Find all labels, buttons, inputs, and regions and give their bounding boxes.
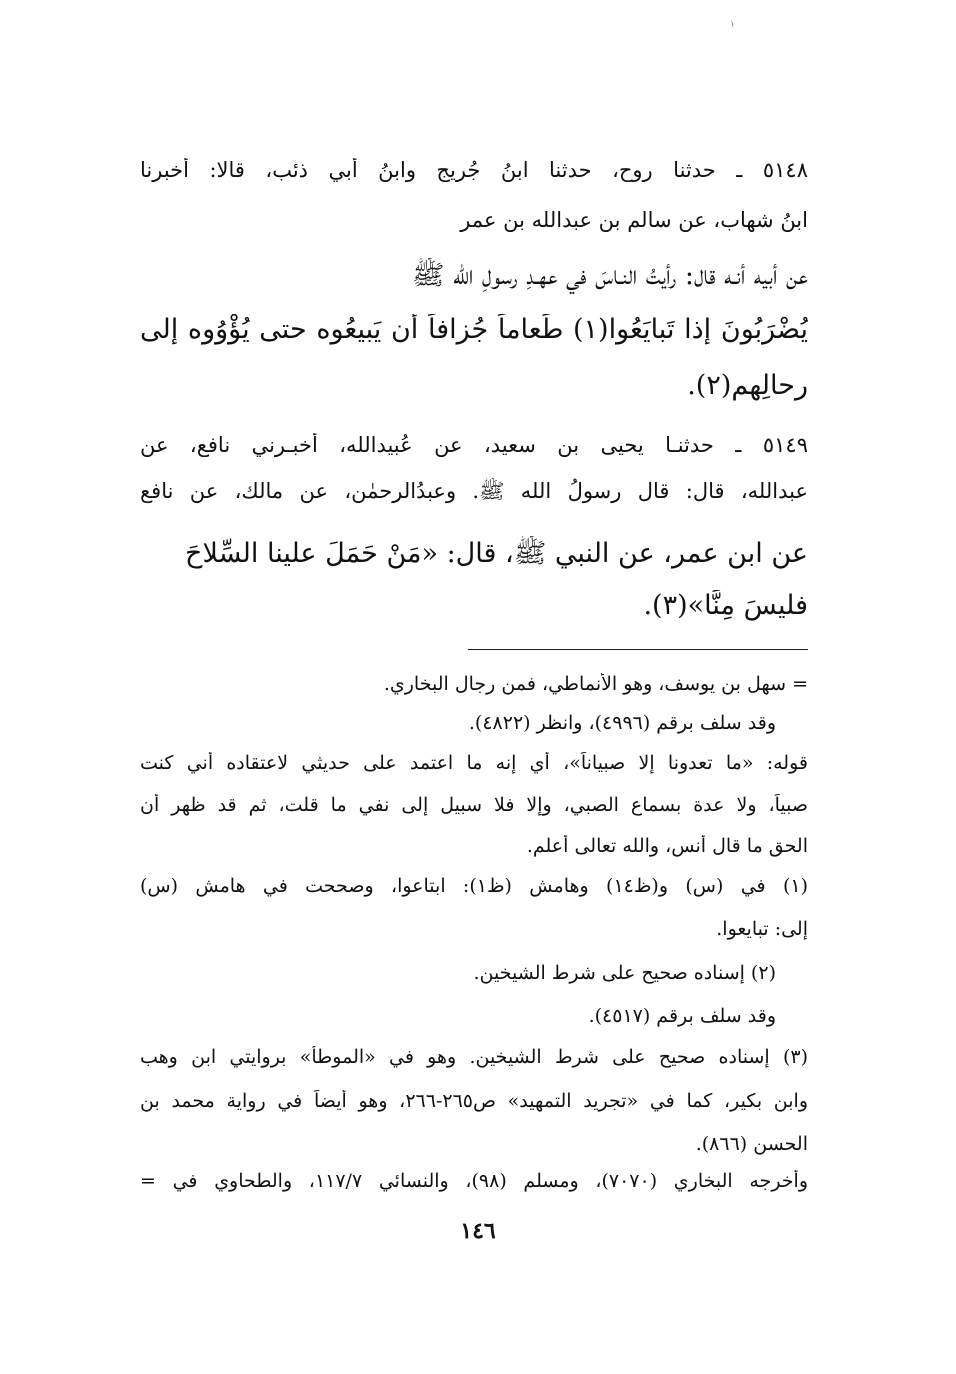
footnote-line: إلى: تبايعوا.	[716, 918, 808, 940]
matn-line: عن أبيه أنـه قال: رأيتُ النـاسَ في عهـدِ رسولِ الله ﷺ	[411, 260, 808, 291]
page-number: ١٤٦	[460, 1218, 496, 1244]
isnad-line: ٥١٤٨ ـ حدثنا روح، حدثنا ابنُ جُريج وابنُ أبي ذئب، قالا: أخبرنا	[140, 158, 808, 182]
matn-line: عن ابن عمر، عن النبي ﷺ، قال: «مَنْ حَمَلَ علينا السِّلاحَ	[185, 538, 808, 569]
matn-line: يُضْرَبُونَ إذا تَبايَعُوا(١) طَعاماً جُزافاً أن يَبيعُوه حتى يُؤْوُوه إلى	[140, 314, 808, 345]
footnote-line: (٢) إسناده صحيح على شرط الشيخين.	[473, 962, 776, 984]
footnote-line: وأخرجه البخاري (٧٠٧٠)، ومسلم (٩٨)، والنسائي ١١٧/٧، والطحاوي في =	[140, 1170, 808, 1192]
footnote-line: الحسن (٨٦٦).	[695, 1133, 808, 1155]
matn-line: فليسَ مِنَّا»(٣).	[643, 590, 808, 621]
footnote-separator	[468, 649, 808, 650]
corner-mark: ١	[730, 20, 735, 30]
footnote-line: وابن بكير، كما في «تجريد التمهيد» ص٢٦٥-٢٦٦، وهو أيضاً في رواية محمد بن	[140, 1090, 808, 1112]
footnote-line: صبياً، ولا عدة بسماع الصبي، وإلا فلا سبيل إلى نفي ما قلت، ثم قد ظهر أن	[140, 794, 808, 816]
footnote-line: وقد سلف برقم (٤٩٩٦)، وانظر (٤٨٢٢).	[468, 712, 776, 734]
footnote-line: (١) في (س) و(ظ١٤) وهامش (ظ١): ابتاعوا، وصححت في هامش (س)	[140, 875, 808, 897]
isnad-line: عبدالله، قال: قال رسولُ الله ﷺ. وعبدُالرحمٰن، عن مالك، عن نافع	[140, 479, 808, 503]
footnote-line: قوله: «ما تعدونا إلا صبياناً»، أي إنه ما اعتمد على حديثي لاعتقاده أني كنت	[140, 752, 808, 774]
footnote-line: وقد سلف برقم (٤٥١٧).	[588, 1005, 776, 1027]
footnote-line: الحق ما قال أنس، والله تعالى أعلم.	[526, 835, 808, 857]
footnote-line: = سهل بن يوسف، وهو الأنماطي، فمن رجال البخاري.	[383, 673, 808, 695]
matn-line: رِحالِهِم(٢).	[687, 370, 808, 401]
isnad-line: ٥١٤٩ ـ حدثنـا يحيى بن سعيد، عن عُبيدالله، أخبـرني نافع، عن	[140, 433, 808, 457]
footnote-line: (٣) إسناده صحيح على شرط الشيخين. وهو في «الموطأ» بروايتي ابن وهب	[140, 1046, 808, 1068]
isnad-line: ابنُ شهاب، عن سالم بن عبدالله بن عمر	[460, 208, 808, 232]
